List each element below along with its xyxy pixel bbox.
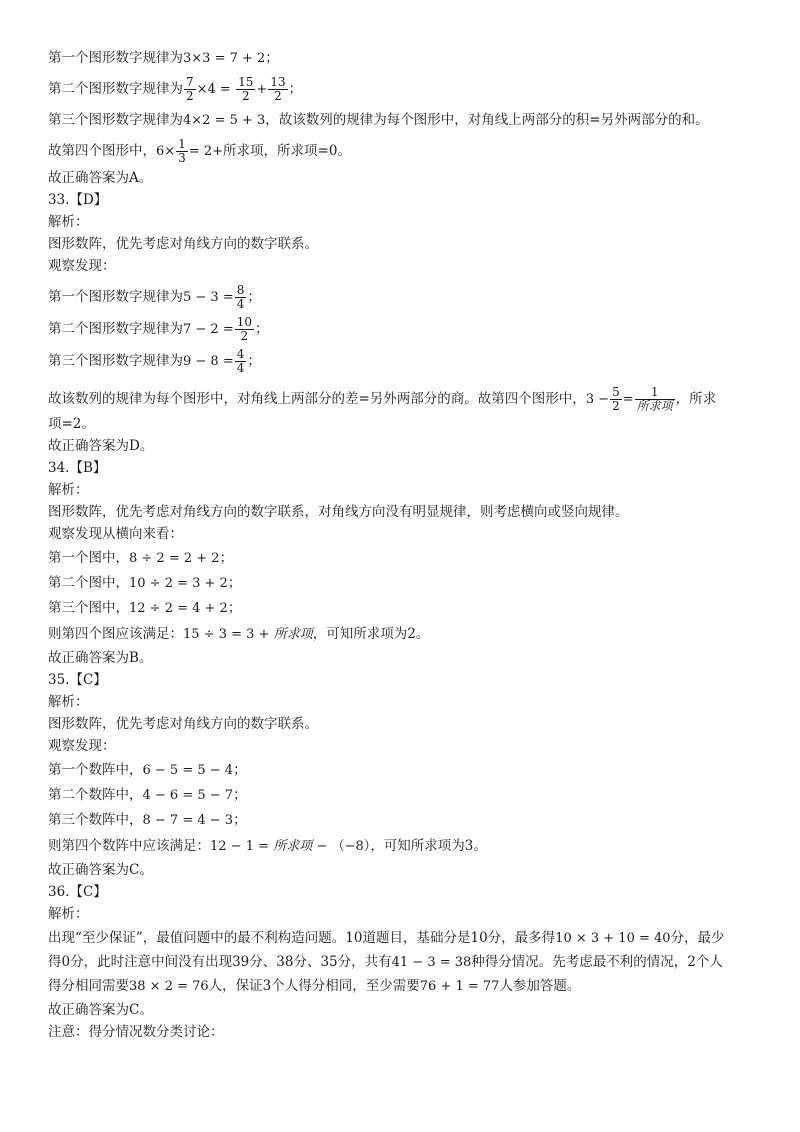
answer-line: 故正确答案为D。 [48,438,154,454]
text-line: 第一个图中，8 ÷ 2 = 2 + 2； [48,550,234,566]
text-line: 第三个图形数字规律为4×2 = 5 + 3，故该数列的规律为每个图形中，对角线上两部分的积=另外两部分的和。 [48,112,709,128]
question-number: 34.【B】 [48,460,107,476]
answer-line: 故正确答案为B。 [48,650,153,666]
answer-line: 故正确答案为C。 [48,1002,153,1018]
fraction: $\frac{4}{4}$ [236,347,245,375]
text-line: 第二个数阵中，4 − 6 = 5 − 7； [48,787,247,803]
text-line: 故第四个图形中，6× $\frac{1}{3}$ = 2+所求项，所求项=0。 [48,137,351,165]
fraction: $\frac{15}{2}$ [238,75,254,103]
fraction: $\frac{10}{2}$ [236,315,253,343]
text-line: 则第四个图应该满足：15 ÷ 3 = 3 + 所求项，可知所求项为2。 [48,626,430,642]
fraction: $\frac{13}{2}$ [270,75,286,103]
text-line: 出现“至少保证”，最值问题中的最不利构造问题。10道题目，基础分是10分，最多得10 × 3 + 10 = 40分，最少 [48,930,725,946]
fraction: $\frac{8}{4}$ [236,283,245,311]
text-line: 解析： [48,482,89,498]
text-line: 观察发现从横向来看： [48,526,183,542]
question-number: 33.【D】 [48,192,108,208]
text-line: 第一个图形数字规律为3×3 = 7 + 2； [48,50,279,66]
text-line: 第三个图形数字规律为9 − 8 = $\frac{4}{4}$ ； [48,347,261,375]
text-line: 第二个图中，10 ÷ 2 = 3 + 2； [48,575,242,591]
question-number: 36.【C】 [48,884,107,900]
answer-line: 故正确答案为A。 [48,170,153,186]
text-line: 项=2。 [48,416,95,432]
text-line: 则第四个数阵中应该满足：12 − 1 = 所求项 − （−8），可知所求项为3。 [48,838,487,854]
text-line: 得分相同需要38 × 2 = 76人，保证3个人得分相同，至少需要76 + 1 = 77人参加答题。 [48,978,581,994]
text-line: 图形数阵，优先考虑对角线方向的数字联系。 [48,716,318,732]
text-line: 故该数列的规律为每个图形中，对角线上两部分的差=另外两部分的商。故第四个图形中，3 − $\frac{5}{2}$ = $\frac{1}{\text{所求项}}$ ，所求 [48,385,717,413]
answer-line: 故正确答案为C。 [48,862,153,878]
fraction: $\frac{7}{2}$ [186,75,194,103]
text-line: 解析： [48,694,89,710]
question-number: 35.【C】 [48,672,107,688]
text-line: 第二个图形数字规律为 $\frac{7}{2}$ ×4 = $\frac{15}{2}$ + $\frac{13}{2}$ ； [48,75,303,103]
text-line: 注意：得分情况数分类讨论： [48,1024,224,1040]
fraction: $\frac{1}{\text{所求项}}$ [636,385,673,413]
text-line: 图形数阵，优先考虑对角线方向的数字联系。 [48,236,318,252]
text-line: 第三个图中，12 ÷ 2 = 4 + 2； [48,600,242,616]
fraction: $\frac{5}{2}$ [612,385,620,413]
text-line: 解析： [48,906,89,922]
text-line: 观察发现： [48,738,116,754]
text-line: 观察发现： [48,258,116,274]
text-line: 第二个图形数字规律为7 − 2 = $\frac{10}{2}$ ； [48,315,269,343]
text-line: 得0分，此时注意中间没有出现39分、38分、35分，共有41 − 3 = 38种得分情况。先考虑最不利的情况，2个人 [48,954,723,970]
fraction: $\frac{1}{3}$ [178,137,186,165]
text-line: 第三个数阵中，8 − 7 = 4 − 3； [48,812,247,828]
text-line: 解析： [48,214,89,230]
text-line: 第一个数阵中，6 − 5 = 5 − 4； [48,762,247,778]
text-line: 第一个图形数字规律为5 − 3 = $\frac{8}{4}$ ； [48,283,261,311]
text-line: 图形数阵，优先考虑对角线方向的数字联系，对角线方向没有明显规律，则考虑横向或竖向规律。 [48,504,629,520]
